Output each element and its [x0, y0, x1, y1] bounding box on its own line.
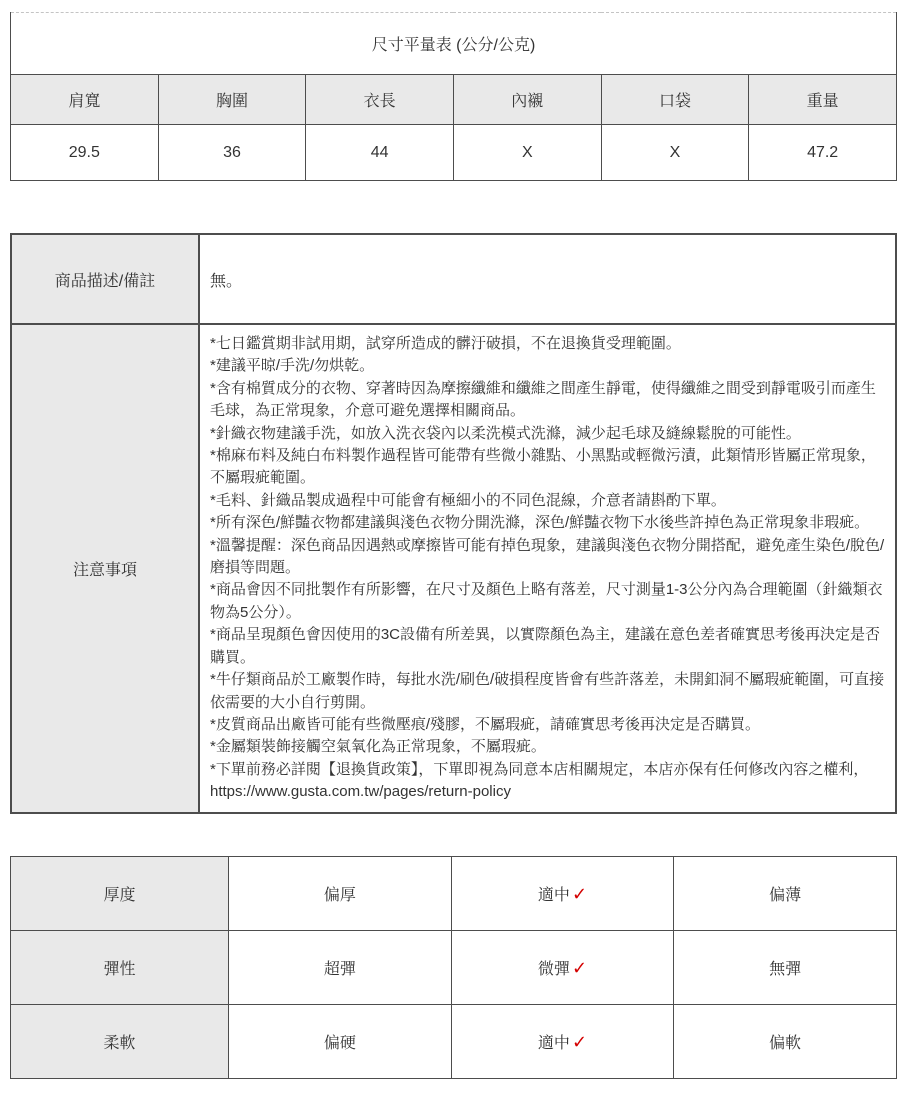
section-gap: [10, 181, 897, 233]
note-line: *溫馨提醒：深色商品因遇熱或摩擦皆可能有掉色現象，建議與淺色衣物分開搭配，避免產生染色/脫色/磨損等問題。: [210, 536, 885, 577]
checkmark-icon: ✓: [571, 1031, 588, 1052]
note-line: *牛仔類商品於工廠製作時，每批水洗/刷色/破損程度皆會有些許落差，未開釦洞不屬瑕疵範圍，可直接依需要的大小自行剪開。: [210, 671, 885, 711]
note-line: *棉麻布料及純白布料製作過程皆可能帶有些微小雜點、小黑點或輕微污漬，此類情形皆屬正常現象，不屬瑕疵範圍。: [210, 447, 876, 487]
attr-option-checked: [451, 1004, 674, 1078]
notes-label: 注意事項: [11, 324, 199, 813]
attr-option: 偏軟: [674, 1004, 897, 1078]
size-value-chest: 36: [158, 125, 306, 181]
size-value-lining: X: [453, 125, 601, 181]
note-line: *金屬類裝飾接觸空氣氧化為正常現象，不屬瑕疵。: [210, 738, 546, 756]
attr-row-softness: [11, 1004, 897, 1078]
size-header-length: 衣長: [306, 75, 454, 125]
checkmark-icon: ✓: [571, 883, 588, 904]
attr-label-softness: 柔軟: [11, 1004, 229, 1078]
section-gap: [10, 814, 897, 856]
size-header-pocket: 口袋: [601, 75, 749, 125]
size-header-lining: 內襯: [453, 75, 601, 125]
attr-option-label: 適中: [537, 1034, 570, 1052]
attr-option-label: 微彈: [537, 960, 570, 978]
attr-option: 超彈: [229, 930, 452, 1004]
note-line: *所有深色/鮮豔衣物都建議與淺色衣物分開洗滌，深色/鮮豔衣物下水後些許掉色為正常現象非瑕疵。: [210, 514, 870, 532]
attr-option: 偏硬: [229, 1004, 452, 1078]
attr-row-thickness: [11, 856, 897, 930]
size-table-value-row: [11, 125, 897, 181]
note-line: *針織衣物建議手洗，如放入洗衣袋內以柔洗模式洗滌，減少起毛球及縫線鬆脫的可能性。: [210, 424, 801, 442]
note-line: *含有棉質成分的衣物、穿著時因為摩擦纖維和纖維之間產生靜電，使得纖維之間受到靜電吸引而產生毛球，為正常現象，介意可避免選擇相關商品。: [210, 379, 876, 420]
size-value-weight: 47.2: [749, 125, 897, 181]
attr-option-checked: [451, 856, 674, 930]
size-header-chest: 胸圍: [158, 75, 306, 125]
size-header-shoulder: 肩寬: [11, 75, 159, 125]
attr-row-elasticity: [11, 930, 897, 1004]
return-policy-link[interactable]: https://www.gusta.com.tw/pages/return-policy: [210, 783, 511, 801]
attr-label-thickness: 厚度: [11, 856, 229, 930]
description-label: 商品描述/備註: [11, 234, 199, 324]
size-table-title-row: [11, 13, 897, 75]
policy-note-text: *下單前務必詳閱【退換貨政策】，下單即視為同意本店相關規定，本店亦保有任何修改內容之權利，: [210, 760, 869, 778]
note-line: *皮質商品出廠皆可能有些微壓痕/殘膠，不屬瑕疵，請確實思考後再決定是否購買。: [210, 715, 761, 733]
note-line: *毛料、針織品製成過程中可能會有極細小的不同色混線，介意者請斟酌下單。: [210, 491, 726, 509]
attr-option-label: 適中: [537, 886, 570, 904]
notes-content-cell: [199, 324, 896, 813]
description-notes-table: [10, 233, 897, 814]
note-line: *七日鑑賞期非試用期，試穿所造成的髒汙破損，不在退換貨受理範圍。: [210, 335, 681, 352]
size-value-pocket: X: [601, 125, 749, 181]
notes-row: [11, 324, 896, 813]
description-content: 無。: [199, 234, 896, 324]
size-value-length: 44: [306, 125, 454, 181]
note-line: *建議平晾/手洗/勿烘乾。: [210, 357, 375, 375]
attr-option-checked: [451, 930, 674, 1004]
note-line-policy: [210, 759, 885, 804]
note-line: *商品會因不同批製作有所影響，在尺寸及顏色上略有落差，尺寸測量1-3公分內為合理範圍（針織類衣物為5公分）。: [210, 581, 883, 621]
size-table-title: 尺寸平量表 (公分/公克): [11, 13, 897, 75]
size-table: [10, 12, 897, 181]
attr-option: 偏厚: [229, 856, 452, 930]
attr-option: 偏薄: [674, 856, 897, 930]
size-header-weight: 重量: [749, 75, 897, 125]
attr-label-elasticity: 彈性: [11, 930, 229, 1004]
attr-option: 無彈: [674, 930, 897, 1004]
size-table-header-row: [11, 75, 897, 125]
note-line: *商品呈現顏色會因使用的3C設備有所差異，以實際顏色為主，建議在意色差者確實思考後再決定是否購買。: [210, 626, 881, 666]
checkmark-icon: ✓: [571, 957, 588, 978]
attribute-table: [10, 856, 897, 1079]
size-value-shoulder: 29.5: [11, 125, 159, 181]
description-row: [11, 234, 896, 324]
